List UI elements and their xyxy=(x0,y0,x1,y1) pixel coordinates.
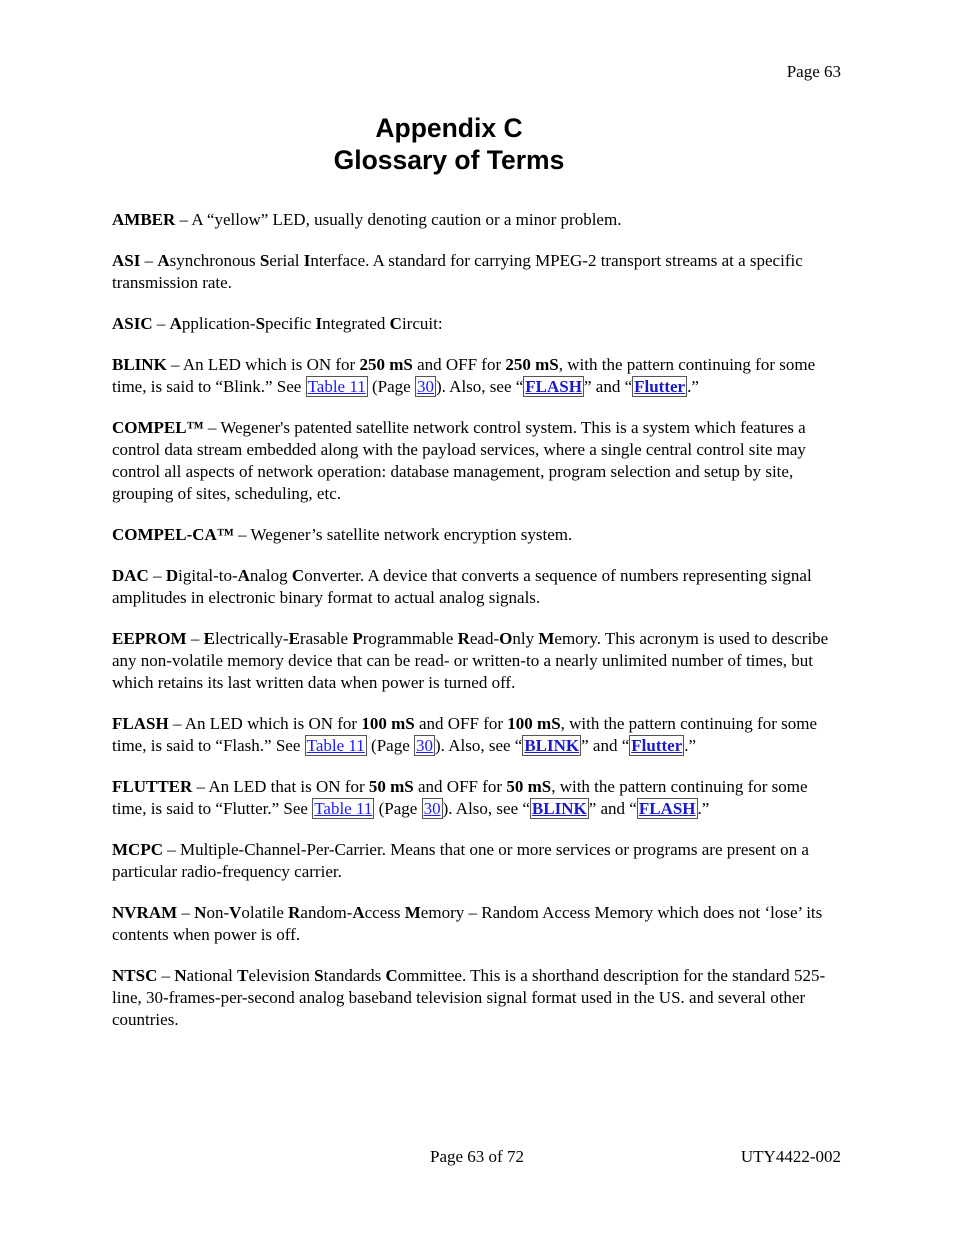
glossary-entry-flash: FLASH – An LED which is ON for 100 mS and OFF for 100 mS, with the pattern continuing for some time, is said to “Flash.” See Table 11 (Page 30 ). Also, see “ BLINK ” and “ Flutter .” xyxy=(112,714,818,755)
term: BLINK xyxy=(112,355,167,374)
term: DAC xyxy=(112,566,149,585)
page-title xyxy=(0,112,898,176)
term: AMBER xyxy=(112,210,176,229)
glossary-entry-asi: ASI – Asynchronous Serial Interface. A standard for carrying MPEG-2 transport streams at a specific transmission rate. xyxy=(112,251,803,292)
page-30-link[interactable]: 30 xyxy=(416,377,434,396)
page-header-number: Page 63 xyxy=(786,62,841,81)
footer-doc-id: UTY4422-002 xyxy=(740,1147,841,1166)
glossary-entry-nvram: NVRAM – Non-Volatile Random-Access Memory – Random Access Memory which does not ‘lose’ its contents when power is off. xyxy=(112,903,823,944)
term: NTSC xyxy=(112,966,158,985)
definition: Wegener's patented satellite network control system. This is a system which features a control data stream embedded along with the payload services, where a single central control site may control all aspects of network operation: database management, program selection and setup by site, grouping of sites, scheduling, etc. xyxy=(112,418,806,503)
page-30-link[interactable]: 30 xyxy=(423,799,441,818)
term: EEPROM xyxy=(112,629,187,648)
page-30-link[interactable]: 30 xyxy=(416,736,433,755)
title-line-1: Appendix C xyxy=(375,113,523,143)
flutter-link[interactable]: Flutter xyxy=(634,377,686,396)
term: NVRAM xyxy=(112,903,178,922)
definition: Wegener’s satellite network encryption system. xyxy=(250,525,573,544)
glossary-list xyxy=(112,209,844,1050)
title-line-2: Glossary of Terms xyxy=(333,145,565,175)
glossary-entry-blink: BLINK – An LED which is ON for 250 mS and OFF for 250 mS, with the pattern continuing for some time, is said to “Blink.” See Table 11 (Page 30 ). Also, see “ FLASH ” and “ Flutter .” xyxy=(112,355,816,396)
glossary-entry-mcpc: MCPC – Multiple-Channel-Per-Carrier. Means that one or more services or programs are present on a particular radio-frequency carrier. xyxy=(112,840,809,881)
table-11-link[interactable]: Table 11 xyxy=(314,799,373,818)
term: ASI xyxy=(112,251,141,270)
table-11-link[interactable]: Table 11 xyxy=(307,377,366,396)
glossary-entry-amber: AMBER – A “yellow” LED, usually denoting caution or a minor problem. xyxy=(112,210,622,229)
glossary-entry-compel-ca: COMPEL-CA™ – Wegener’s satellite network encryption system. xyxy=(112,525,573,544)
flash-link[interactable]: FLASH xyxy=(638,799,696,818)
blink-link[interactable]: BLINK xyxy=(531,799,587,818)
definition: Multiple-Channel-Per-Carrier. Means that one or more services or programs are present on a particular radio-frequency carrier. xyxy=(112,840,809,881)
term: ASIC xyxy=(112,314,153,333)
term: FLUTTER xyxy=(112,777,193,796)
glossary-entry-eeprom: EEPROM – Electrically-Erasable Programmable Read-Only Memory. This acronym is used to describe any non-volatile memory device that can be read- or written-to a nearly unlimited number of times, but which retains its last written data when power is turned off. xyxy=(112,629,829,692)
glossary-entry-flutter: FLUTTER – An LED that is ON for 50 mS and OFF for 50 mS, with the pattern continuing for some time, is said to “Flutter.” See Table 11 (Page 30 ). Also, see “ BLINK ” and “ FLASH .” xyxy=(112,777,808,818)
term: COMPEL™ xyxy=(112,418,204,437)
term: FLASH xyxy=(112,714,169,733)
glossary-entry-asic: ASIC – Application-Specific Integrated Circuit: xyxy=(112,314,443,333)
glossary-entry-dac: DAC – Digital-to-Analog Converter. A device that converts a sequence of numbers representing signal amplitudes in electronic binary format to actual analog signals. xyxy=(112,566,812,607)
footer-page-count: Page 63 of 72 xyxy=(430,1147,524,1166)
term: MCPC xyxy=(112,840,163,859)
blink-link[interactable]: BLINK xyxy=(524,736,580,755)
glossary-entry-compel: COMPEL™ – Wegener's patented satellite network control system. This is a system which features a control data stream embedded along with the payload services, where a single central control site may control all aspects of network operation: database management, program selection and setup by site, grouping of sites, scheduling, etc. xyxy=(112,418,806,503)
definition: A “yellow” LED, usually denoting caution or a minor problem. xyxy=(191,210,622,229)
flutter-link[interactable]: Flutter xyxy=(631,736,683,755)
glossary-entry-ntsc: NTSC – National Television Standards Committee. This is a shorthand description for the standard 525-line, 30-frames-per-second analog baseband television signal format used in the US. and several other countries. xyxy=(112,966,826,1029)
flash-link[interactable]: FLASH xyxy=(525,377,582,396)
table-11-link[interactable]: Table 11 xyxy=(306,736,365,755)
term: COMPEL-CA™ xyxy=(112,525,234,544)
